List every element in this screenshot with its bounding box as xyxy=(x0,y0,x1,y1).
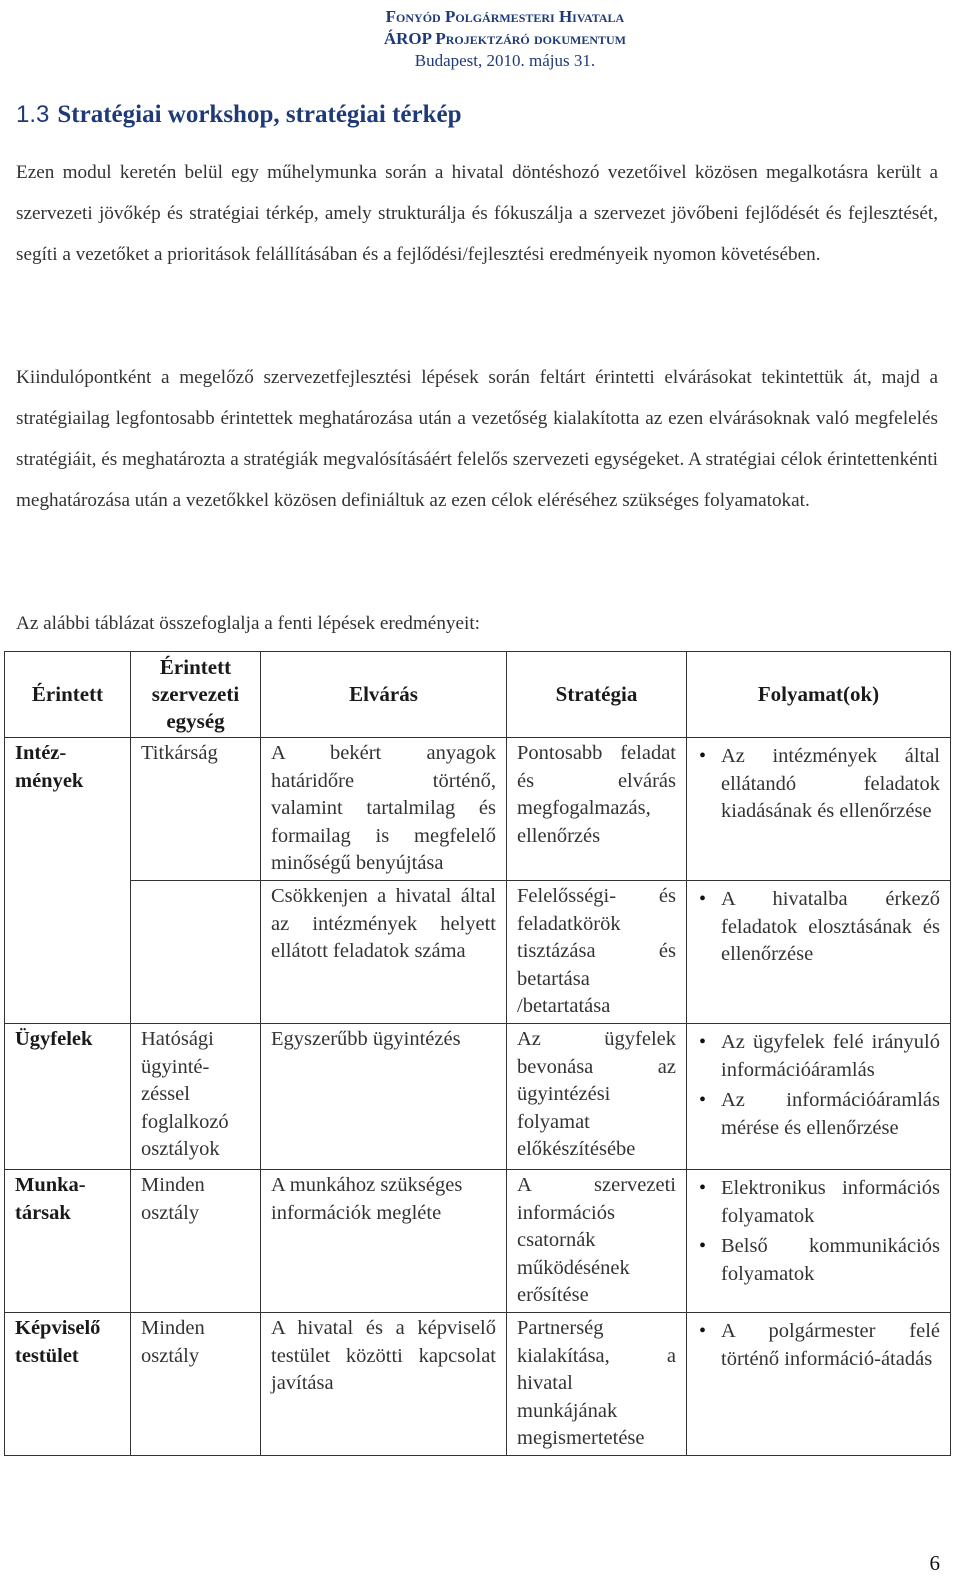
process-cell xyxy=(687,738,951,881)
unit-cell: Titkárság xyxy=(131,738,261,881)
process-item: • Az intézmények által ellátandó feladatok kiadásának és ellenőrzése xyxy=(697,743,940,826)
unit-cell: Minden osztály xyxy=(131,1312,261,1455)
table-row xyxy=(5,1169,951,1312)
paragraph-table-intro: Az alábbi táblázat összefoglalja a fenti lépések eredményeit: xyxy=(16,613,481,634)
process-cell xyxy=(687,880,951,1023)
table-row xyxy=(5,1023,951,1169)
paragraph-intro: Ezen modul keretén belül egy műhelymunka során a hivatal döntéshozó vezetőivel közösen megalkotásra került a szervezeti jövőkép és stratégiai térkép, amely strukturálja és fókuszálja a szervezet jövőbeni fejlődését és fejlesztését, segíti a vezetőket a prioritások felállításában és a fejlődési/fejlesztési eredményeik nyomon követésében. xyxy=(16,162,938,265)
page-number: 6 xyxy=(929,1551,940,1575)
header-processes: Folyamat(ok) xyxy=(687,652,951,738)
unit-cell: Minden osztály xyxy=(131,1169,261,1312)
stakeholder-cell: Ügyfelek xyxy=(5,1023,131,1169)
process-item: • Az információáramlás mérése és ellenőrzése xyxy=(697,1087,940,1142)
stakeholder-cell: Munka-társak xyxy=(5,1169,131,1312)
header-unit: Érintett szervezeti egység xyxy=(131,652,261,738)
process-item: • Elektronikus információs folyamatok xyxy=(697,1175,940,1230)
expectation-cell: A hivatal és a képviselő testület közötti kapcsolat javítása xyxy=(261,1312,507,1455)
table-row xyxy=(5,880,951,1023)
expectation-cell: Egyszerűbb ügyintézés xyxy=(261,1023,507,1169)
paragraph-starting-point: Kiindulópontként a megelőző szervezetfejlesztési lépések során feltárt érintetti elvárásokat tekintettük át, majd a stratégiailag legfontosabb érintettek meghatározása után a vezetőség kialakította az ezen elvárásoknak való megfelelés stratégiáit, és meghatározta a stratégiák megvalósításáért felelős szervezeti egységeket. A stratégiai célok érintettenkénti meghatározása után a vezetőkkel közösen definiáltuk az ezen célok eléréséhez szükséges folyamatokat. xyxy=(16,367,938,511)
process-item: • A hivatalba érkező feladatok elosztásának és ellenőrzése xyxy=(697,886,940,969)
table-row xyxy=(5,738,951,881)
table-row xyxy=(5,1312,951,1455)
strategy-cell: Partnerség kialakítása, a hivatal munkájának megismertetése xyxy=(507,1312,687,1455)
process-cell xyxy=(687,1312,951,1455)
strategy-cell: Pontosabb feladat és elvárás megfogalmazás, ellenőrzés xyxy=(507,738,687,881)
document-header xyxy=(384,6,626,72)
header-stakeholder: Érintett xyxy=(5,652,131,738)
process-item: • A polgármester felé történő információ-átadás xyxy=(697,1318,940,1373)
strategy-cell: Az ügyfelek bevonása az ügyintézési folyamat előkészítésébe xyxy=(507,1023,687,1169)
expectation-cell: A munkához szükséges információk megléte xyxy=(261,1169,507,1312)
section-heading xyxy=(16,101,462,129)
process-item: • Az ügyfelek felé irányuló információáramlás xyxy=(697,1029,940,1084)
expectation-cell: Csökkenjen a hivatal által az intézmények helyett ellátott feladatok száma xyxy=(261,880,507,1023)
header-expectation: Elvárás xyxy=(261,652,507,738)
expectation-cell: A bekért anyagok határidőre történő, valamint tartalmilag és formailag is megfelelő minőségű benyújtása xyxy=(261,738,507,881)
section-number: 1.3 xyxy=(16,101,50,128)
strategy-cell: Felelősségi- és feladatkörök tisztázása és betartása /betartatása xyxy=(507,880,687,1023)
stakeholder-cell: Intéz-mények xyxy=(5,738,131,1024)
results-table xyxy=(4,651,951,1456)
header-date: Budapest, 2010. május 31. xyxy=(414,51,596,70)
section-title: Stratégiai workshop, stratégiai térkép xyxy=(57,101,462,128)
unit-cell xyxy=(131,880,261,1023)
stakeholder-cell: Képviselő testület xyxy=(5,1312,131,1455)
process-cell xyxy=(687,1023,951,1169)
strategy-cell: A szervezeti információs csatornák működésének erősítése xyxy=(507,1169,687,1312)
process-cell xyxy=(687,1169,951,1312)
table-header-row xyxy=(5,652,951,738)
header-strategy: Stratégia xyxy=(507,652,687,738)
process-item: • Belső kommunikációs folyamatok xyxy=(697,1233,940,1288)
unit-cell: Hatósági ügyinté-zéssel foglalkozó osztályok xyxy=(131,1023,261,1169)
header-organization: Fonyód Polgármesteri Hivatala xyxy=(385,7,625,26)
header-document-type: ÁROP Projektzáró dokumentum xyxy=(383,29,626,48)
